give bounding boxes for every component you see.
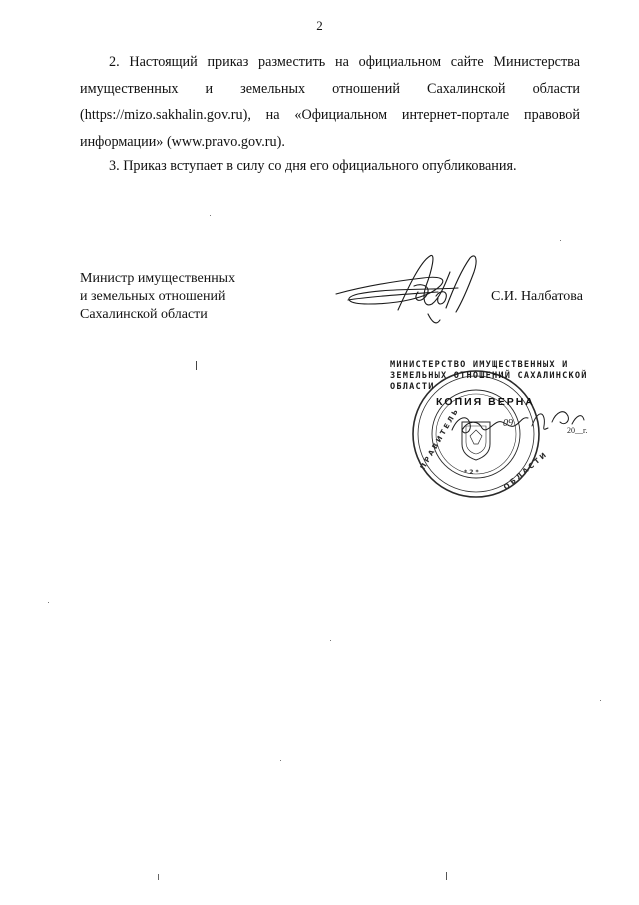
paragraph-2: 2. Настоящий приказ разместить на официальном сайте Министерства имущественных и земельных отношений Сахалинской области (https://mizo.sakhalin.gov.ru), на «Официальном интернет-портале правовой информации» (www.pravo.gov.ru). [80,54,580,150]
stamp-certification-label: КОПИЯ ВЕРНА [436,396,535,408]
scan-mark [600,700,601,701]
handwritten-signature [328,248,488,328]
paragraph-3: 3. Приказ вступает в силу со дня его официального опубликования. [109,158,517,174]
certifier-signature [448,402,588,442]
seal-text: П Р А В И Т Е Л Ь [418,408,460,471]
scan-mark [330,640,331,641]
signatory-position-line: Сахалинской области [80,307,208,322]
stamp-org-line: ОБЛАСТИ [390,382,435,392]
scan-mark [210,215,211,216]
signatory-position-line: и земельных отношений [80,289,226,304]
scan-mark [280,760,281,761]
stamp-org-lines [390,360,588,393]
stamp-org-line: ЗЕМЕЛЬНЫХ ОТНОШЕНИЙ САХАЛИНСКОЙ [390,371,588,381]
svg-text:О Б Л А С Т И: О Б Л А С Т И [502,451,548,492]
scan-mark [158,874,159,880]
stamp-date: 09 [503,418,513,429]
stamp-year: 20__г. [567,426,588,435]
signatory-position-line: Министр имущественных [80,271,236,286]
stamp-org-line: МИНИСТЕРСТВО ИМУЩЕСТВЕННЫХ И [390,360,569,370]
scan-mark [48,602,49,603]
scan-mark [446,872,447,880]
signatory-name: С.И. Налбатова [491,289,583,304]
svg-text:* 2 *: * 2 * [464,469,479,476]
certification-stamp [390,352,590,512]
signatory-position [80,270,235,324]
page-number: 2 [316,18,323,33]
scan-mark [560,240,561,241]
scan-mark [196,361,197,370]
